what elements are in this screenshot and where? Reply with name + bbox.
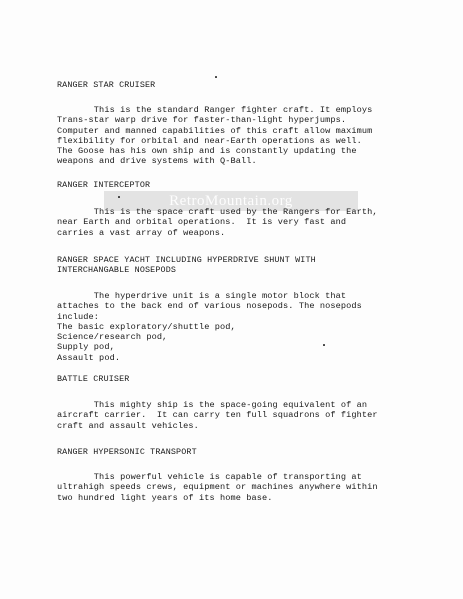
scan-speck [118,196,120,198]
body-line: ultrahigh speeds crews, equipment or machines anywhere within [57,482,378,493]
body-line: Computer and manned capabilities of this craft allow maximum [57,125,373,136]
watermark: RetroMountain.org [104,191,358,211]
body-line: aircraft carrier. It can carry ten full squadrons of fighter [57,410,378,421]
body-line: The hyperdrive unit is a single motor block that [57,291,347,301]
body-line: This powerful vehicle is capable of transporting at [57,472,362,482]
body-line: This mighty ship is the space-going equivalent of an [57,400,368,410]
section-body-space-yacht [57,291,427,363]
body-line: This is the space craft used by the Rangers for Earth, [57,207,378,217]
body-line: Assault pod. [57,352,121,363]
section-body-interceptor [57,207,427,238]
body-line: Trans-star warp drive for faster-than-light hyperjumps. [57,115,347,126]
section-heading-battle-cruiser: BATTLE CRUISER [57,374,130,384]
body-line: The basic exploratory/shuttle pod, [57,321,236,332]
body-line: Science/research pod, [57,332,168,343]
scan-speck [215,76,217,78]
section-body-star-cruiser [57,105,427,167]
body-line: near Earth and orbital operations. It is very fast and [57,217,347,228]
section-body-hypersonic-transport [57,472,427,503]
scan-speck [323,344,325,346]
body-line: Supply pod, [57,342,115,353]
section-heading-space-yacht: RANGER SPACE YACHT INCLUDING HYPERDRIVE SHUNT WITH INTERCHANGABLE NOSEPODS [57,255,316,275]
body-line: attaches to the back end of various nosepods. The nosepods [57,301,362,312]
body-line: include: [57,311,100,322]
body-line: flexibility for orbital and near-Earth operations as well. [57,135,362,146]
body-line: The Goose has his own ship and is constantly updating the [57,146,357,157]
body-line: carries a vast array of weapons. [57,227,226,238]
body-line: two hundred light years of its home base. [57,492,273,503]
section-body-battle-cruiser [57,400,427,431]
body-line: craft and assault vehicles. [57,420,199,431]
body-line: This is the standard Ranger fighter craft. It employs [57,105,373,115]
body-line: weapons and drive systems with Q-Ball. [57,156,257,167]
section-heading-star-cruiser: RANGER STAR CRUISER [57,80,156,90]
section-heading-hypersonic-transport: RANGER HYPERSONIC TRANSPORT [57,447,197,457]
section-heading-interceptor: RANGER INTERCEPTOR [57,180,151,190]
